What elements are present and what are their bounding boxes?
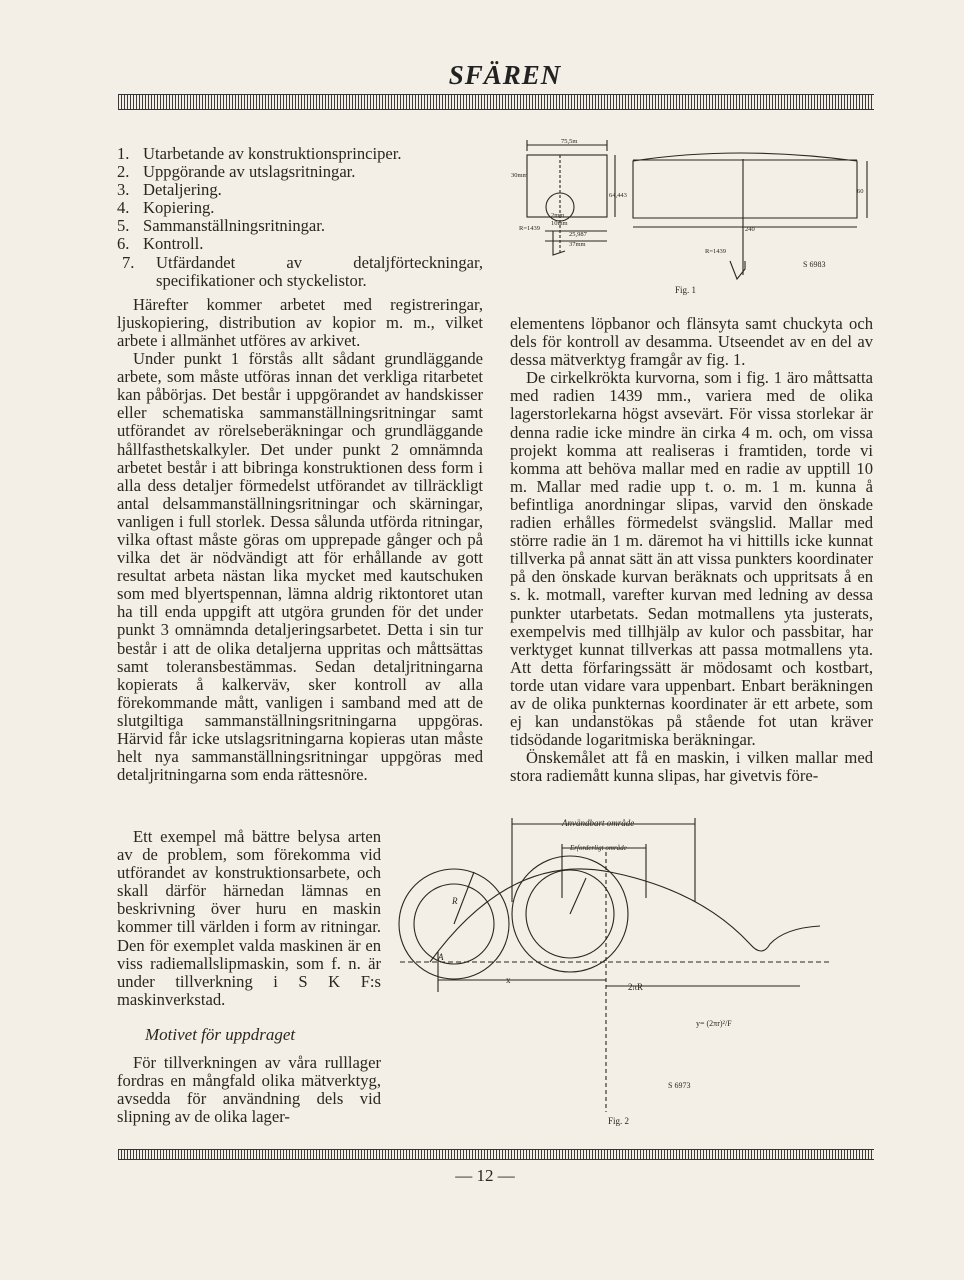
- fig1-height: 60: [857, 188, 864, 195]
- masthead-title: SFÄREN: [448, 60, 562, 90]
- fig1-length: 240: [745, 226, 755, 233]
- fig2-caption: Fig. 2: [608, 1116, 630, 1126]
- template-blank: [633, 153, 857, 218]
- fig2-used: Användbart område: [562, 818, 635, 828]
- right-column: [510, 315, 873, 785]
- page-number: — 12 —: [455, 1166, 515, 1185]
- list-item: 2. Uppgörande av utslagsritningar.: [117, 162, 356, 182]
- fig2-formula: y= (2πr)²/F: [696, 1019, 732, 1028]
- fig2-two-pi-r: 2πR: [628, 982, 644, 992]
- fig1-small-b: 10mm: [551, 220, 568, 227]
- figure-1: [505, 135, 875, 300]
- list-item: 6. Kontroll.: [117, 234, 204, 254]
- left-column-narrow: [117, 828, 381, 1009]
- paragraph: Önskemålet att få en maskin, i vilken mallar med stora radiemått kunna slipas, har givetvis före-: [510, 748, 873, 786]
- numbered-list: [117, 145, 483, 290]
- list-item: 1. Utarbetande av konstruktionsprinciper.: [117, 144, 402, 163]
- fig1-dim-side: 30mm: [511, 172, 528, 179]
- footer-rule: [118, 1149, 874, 1160]
- paragraph: Ett exempel må bättre belysa arten av de problem, som förekomma vid utförandet av konstruktionsarbete, och skall därför härnedan lämnas en beskrivning över huru en maskin kommer till världen i form av ritningar. Den för exemplet valda maskinen är en viss radiemallslipmaskin, som f. n. är under tillverkning i S K F:s maskinverkstad.: [117, 827, 381, 1009]
- fig2-r: R: [452, 896, 458, 906]
- fig2-code: S 6973: [668, 1081, 691, 1090]
- fig1-dim-top: 75,5m: [561, 138, 578, 145]
- left-column-narrow-2: [117, 1054, 381, 1126]
- paragraph: För tillverkningen av våra rulllager fordras en mångfald olika mätverktyg, avsedda för användning dels vid slipning av de olika lager-: [117, 1053, 381, 1127]
- fig2-required: Erforderligt område: [570, 844, 627, 852]
- left-column: [117, 145, 483, 784]
- fig2-a: A: [438, 952, 444, 962]
- fig1-radius-b: R=1439: [705, 248, 727, 255]
- ground-curve: [430, 869, 820, 962]
- figure-2: [390, 812, 878, 1134]
- list-item: 5. Sammanställningsritningar.: [117, 216, 326, 236]
- list-item: 3. Detaljering.: [117, 180, 222, 200]
- list-item: 7. Utfärdandet av detaljförteckningar, specifikationer och styckelistor.: [122, 252, 483, 290]
- gauge-body: [527, 155, 607, 217]
- fig1-code: S 6983: [803, 260, 826, 269]
- fig1-small-a: 2mm: [551, 212, 565, 219]
- fig1-radius-a: R=1439: [519, 225, 541, 232]
- paragraph: Under punkt 1 förstås allt sådant grundläggande arbete, som måste utföras innan det verkliga ritarbetet kan påbörjas. Det består i uppgörandet av handskisser eller schematiska sammanställningsritningar samt utförandet av rörelseberäkningar och grundläggande hållfasthetskalkyler. Det under punkt 2 omnämnda arbetet består i att bibringa konstruktionen dess form i alla dess detaljer förmedelst utförandet av tillräckligt antal delsammanställningsritningar och skärningar, vanligen i full storlek. Dessa sålunda utförda ritningar, vilka oftast måste göras om upprepade gånger och på vilka det är nödvändigt att för erhållande av gott resultat arbeta nästan lika mycket med kautschuken som med blyertspennan, lämna aldrig riktontoret utan ha till enda uppgift att utgöra grunden för det under punkt 3 omnämnda detaljeringsarbetet. Detta i sin tur består i att de olika detaljerna uppritas och måttsättas samt toleransbestämmas. Sedan detaljritningarna kopierats å kalkerväv, sker kontroll av alla förekommande mått, vanligen i samband med att de slutgiltiga sammanställningsritningarna uppgöras. Härvid får icke utslagsritningarna kopieras utan måste helt nya sammanställningsritningar uppgöras med detaljritningarna som enda rättesnöre.: [117, 349, 483, 785]
- fig1-caption: Fig. 1: [675, 285, 697, 295]
- fig1-dim-a: 25,987: [569, 231, 587, 238]
- fig2-x: x: [506, 975, 511, 985]
- paragraph: elementens löpbanor och flänsyta samt chuckyta och dels för kontroll av desamma. Utseendet av en del av dessa mätverktyg framgår av fig. 1.: [510, 314, 873, 370]
- fig1-dim-b: 37mm: [569, 241, 586, 248]
- fig1-dim-h: 64,443: [609, 192, 627, 199]
- section-heading: Motivet för uppdraget: [145, 1025, 296, 1044]
- header-rule: [118, 94, 874, 110]
- list-item: 4. Kopiering.: [117, 198, 215, 218]
- paragraph: De cirkelkrökta kurvorna, som i fig. 1 äro måttsatta med radien 1439 mm., variera med de olika lagerstorlekarna högst avsevärt. För vissa storlekar är denna radie icke mindre än cirka 4 m. och, om vissa projekt komma att realiseras i framtiden, torde vi komma att behöva mallar med en radie av upptill 10 m. Mallar med radie upp t. o. m. 1 m. kunna å befintliga anordningar slipas, varvid den önskade radien erhålles förmedelst svängslid. Mallar med större radie än 1 m. däremot ha vi hittills icke kunnat tillverka på annat sätt än att vissa punkters koordinater på den önskade kurvan beräknats och uppritsats å en s. k. motmall, varefter kurvan med ledning av dessa punkter utarbetats. Sedan motmallens yta justerats, exempelvis med tillhjälp av kulor och passbitar, har verktyget kunnat tillverkas att passa motmallens yta. Att detta förfaringssätt är mödosamt och kostbart, torde utan vidare vara uppenbart. Enbart beräkningen av de olika punkternas koordinater är ett arbete, som ej kan undanstökas på stående fot utan kräver tidsödande logaritmiska beräkningar.: [510, 368, 873, 750]
- paragraph: Härefter kommer arbetet med registreringar, ljuskopiering, distribution av kopior m. m., vilket arbete i allmänhet utföres av arkivet.: [117, 294, 483, 350]
